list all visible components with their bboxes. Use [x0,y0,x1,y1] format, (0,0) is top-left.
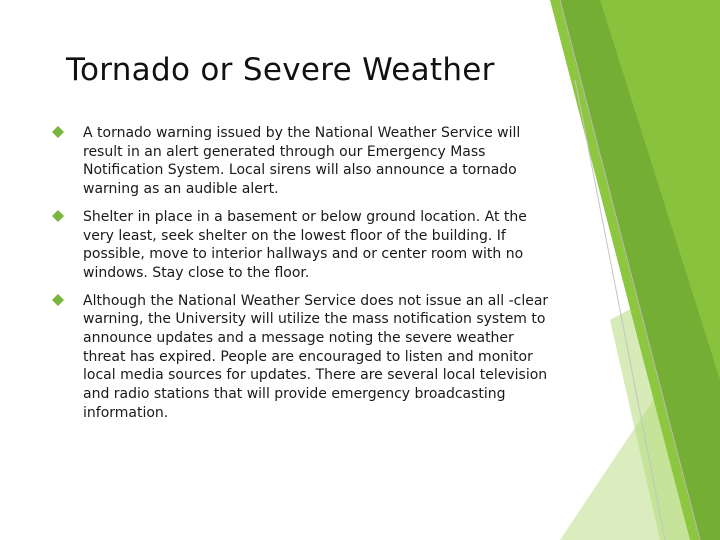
bullet-text: Shelter in place in a basement or below ground location. At the very least, seek shelter on the lowest floor of the building. If possible, move to interior hallways and or center room with no windows. Stay close to the floor. [83,208,527,281]
bullet-text: Although the National Weather Service does not issue an all -clear warning, the University will utilize the mass notification system to announce updates and a message noting the severe weather threat has expired. People are encouraged to listen and monitor local media sources for updates. There are several local television and radio stations that will provide emergency broadcasting information. [83,292,549,421]
diamond-bullet-icon [52,210,64,222]
bullet-list [52,124,552,432]
bullet-item [52,124,552,199]
bullet-item [52,208,552,283]
bullet-text: A tornado warning issued by the National Weather Service will result in an alert generated through our Emergency Mass Notification System. Local sirens will also announce a tornado warning as an audible alert. [83,125,521,198]
bullet-item [52,292,552,423]
diamond-bullet-icon [52,126,64,138]
diamond-bullet-icon [52,294,64,306]
slide-title: Tornado or Severe Weather [66,52,495,88]
